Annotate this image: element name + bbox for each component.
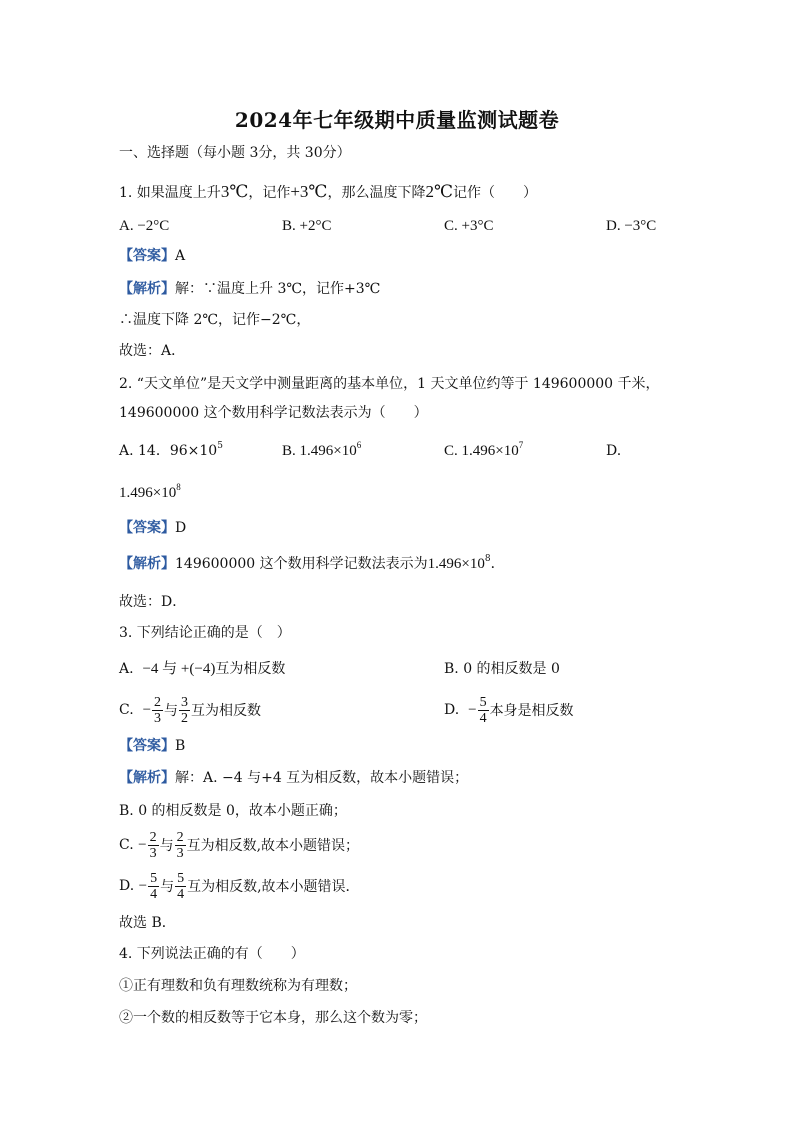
q2-option-b: B. $1.496\times 10^6$	[282, 440, 362, 459]
q3-option-d: D. − $\frac{5}{4}$ 本身是相反数	[444, 694, 574, 726]
q3-analysis: 【解析】解：A. −4 与+4 互为相反数，故本小题错误；	[119, 770, 469, 786]
fraction: $\frac{2}{3}$	[154, 694, 162, 726]
fraction: $\frac{5}{4}$	[479, 694, 487, 726]
fraction: $\frac{2}{3}$	[149, 829, 157, 861]
q1-option-c: C. +3°C	[444, 218, 494, 234]
fraction: $\frac{3}{2}$	[181, 694, 189, 726]
fraction: $\frac{5}{4}$	[177, 870, 185, 902]
question-2-stem-line1: 2. “天文单位”是天文学中测量距离的基本单位，1 天文单位约等于 149600000 千米，	[119, 376, 660, 392]
q3-option-c: C. − $\frac{2}{3}$ 与 $\frac{3}{2}$ 互为相反数	[119, 694, 262, 726]
q1-value-drop: 2℃	[425, 182, 453, 201]
q2-option-d-label: D.	[606, 443, 622, 459]
q3-analysis-b: B. 0 的相反数是 0，故本小题正确；	[119, 803, 347, 819]
q1-analysis: 【解析】解：∵温度上升 3℃，记作+3℃	[119, 281, 381, 297]
q1-answer: 【答案】A	[119, 248, 186, 264]
q2-answer: 【答案】D	[119, 520, 187, 536]
q4-statement-2: ②一个数的相反数等于它本身，那么这个数为零；	[119, 1010, 427, 1026]
q1-value-record: +3℃	[290, 182, 328, 201]
question-1-stem: 1. 如果温度上升3℃，记作+3℃，那么温度下降2℃记作（ ）	[119, 182, 537, 201]
q1-option-a: A. −2°C	[119, 218, 170, 234]
q3-analysis-c: C. − $\frac{2}{3}$ 与 $\frac{2}{3}$ 互为相反数,故本小题错误；	[119, 829, 360, 861]
q3-option-a: A. −4 与 +(−4)互为相反数	[119, 661, 286, 677]
section-heading: 一、选择题（每小题 3分，共 30分）	[119, 145, 351, 161]
question-3-stem: 3. 下列结论正确的是（ ）	[119, 625, 291, 641]
q1-option-d: D. −3°C	[606, 218, 657, 234]
q1-analysis-2: ∴温度下降 2℃，记作−2℃，	[119, 312, 311, 328]
q3-analysis-d: D. − $\frac{5}{4}$ 与 $\frac{5}{4}$ 互为相反数,故本小题错误．	[119, 870, 360, 902]
q2-option-d-value: $1.496\times 10^8$	[119, 482, 181, 501]
q2-option-a: A. 14．$96\times 10^5$	[119, 441, 223, 459]
q3-option-b: B. 0 的相反数是 0	[444, 661, 560, 677]
q2-option-c: C. $1.496\times 10^7$	[444, 440, 524, 459]
question-4-stem: 4. 下列说法正确的有（ ）	[119, 946, 305, 962]
page-title: 2024年七年级期中质量监测试题卷	[234, 108, 560, 132]
q2-conclusion: 故选：D．	[119, 594, 187, 610]
fraction: $\frac{2}{3}$	[176, 829, 184, 861]
q2-analysis: 【解析】149600000 这个数用科学记数法表示为$1.496\times 10^8$．	[119, 554, 505, 572]
q1-option-b: B. +2°C	[282, 218, 332, 234]
q4-statement-1: ①正有理数和负有理数统称为有理数；	[119, 978, 357, 994]
q1-conclusion: 故选：A．	[119, 343, 186, 359]
fraction: $\frac{5}{4}$	[150, 870, 158, 902]
q1-value-rise: 3℃	[220, 182, 249, 201]
q3-conclusion: 故选 B．	[119, 915, 176, 931]
question-2-stem-line2: 149600000 这个数用科学记数法表示为（ ）	[119, 405, 428, 421]
q3-answer: 【答案】B	[119, 738, 186, 754]
